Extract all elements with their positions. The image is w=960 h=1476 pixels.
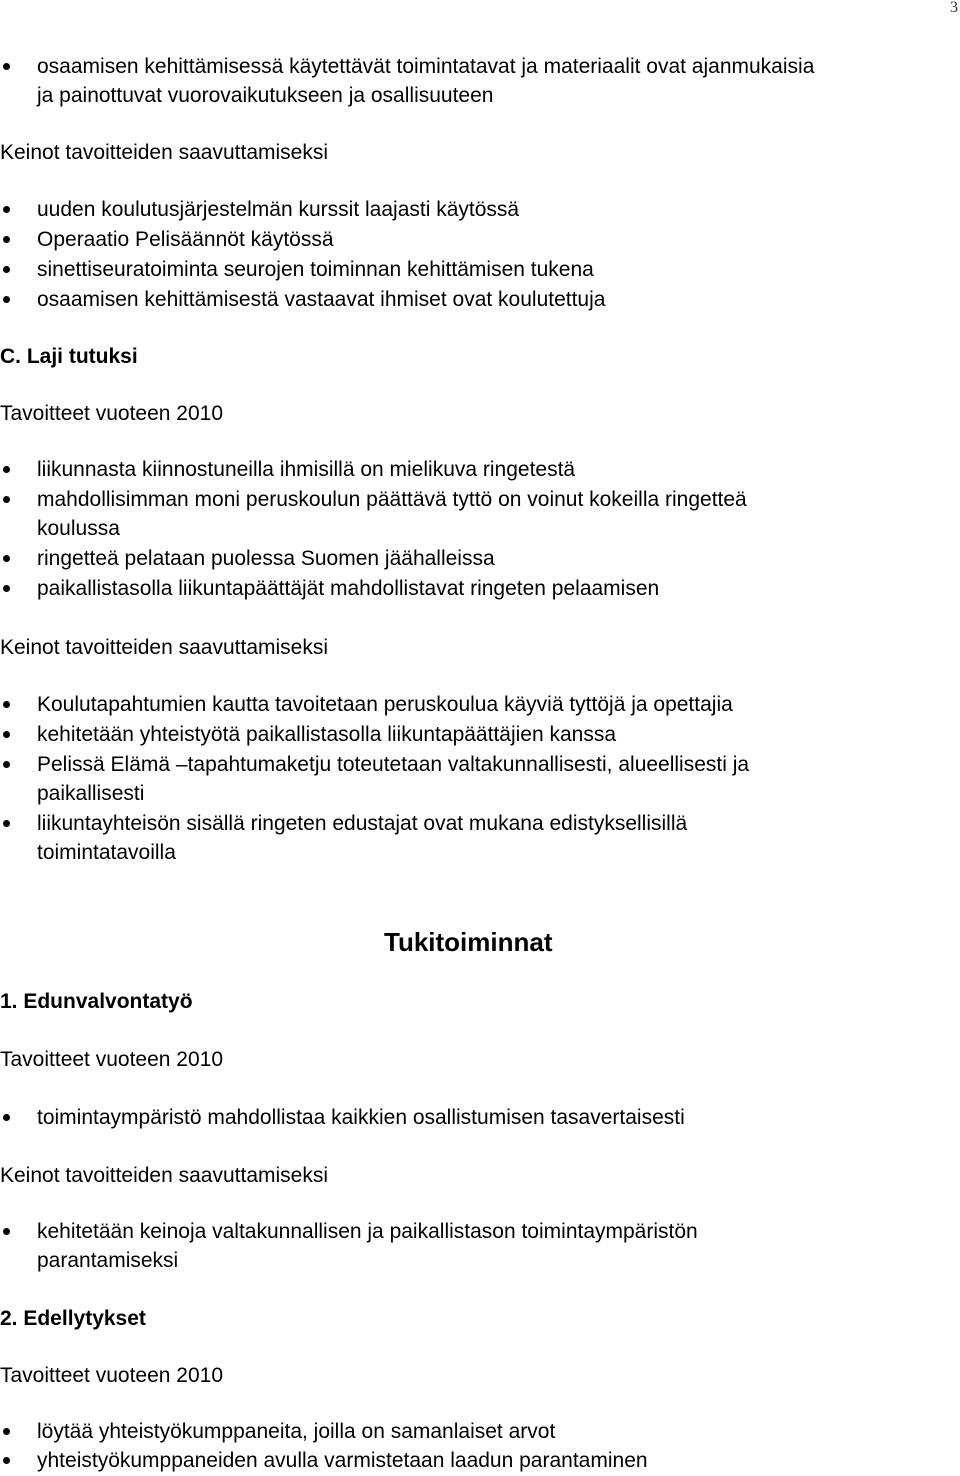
list-item-text: yhteistyökumppaneiden avulla varmistetaan laadun parantaminen [37,1449,648,1472]
means-heading: Keinot tavoitteiden saavuttamiseksi [0,636,329,659]
bullet-icon [3,1114,10,1121]
means-heading: Keinot tavoitteiden saavuttamiseksi [0,1164,329,1187]
bullet-icon [3,731,10,738]
list-item-text: Operaatio Pelisäännöt käytössä [37,228,334,251]
list-item-text: osaamisen kehittämisessä käytettävät toimintatavat ja materiaalit ovat ajanmukaisia ja painottuvat vuorovaikutukseen ja osallisuuteen [37,55,815,107]
page-title: Tukitoiminnat [384,927,553,957]
bullet-icon [3,466,10,473]
bullet-icon [3,206,10,213]
bullet-icon [3,820,10,827]
list-item-text: sinettiseuratoiminta seurojen toiminnan kehittämisen tukena [37,258,594,281]
list-item-text: Koulutapahtumien kautta tavoitetaan peruskoulua käyviä tyttöjä ja opettajia [37,693,733,716]
bullet-icon [3,63,10,70]
bullet-icon [3,496,10,503]
bullet-icon [3,761,10,768]
list-item-text: liikunnasta kiinnostuneilla ihmisillä on mielikuva ringetestä [37,458,576,481]
list-item-text: liikuntayhteisön sisällä ringeten edustajat ovat mukana edistyksellisillä toimintatavoilla [37,812,688,864]
means-heading: Keinot tavoitteiden saavuttamiseksi [0,141,329,164]
bullet-icon [3,236,10,243]
bullet-icon [3,1228,10,1235]
list-item-text: mahdollisimman moni peruskoulun päättävä tyttö on voinut kokeilla ringetteä koulussa [37,488,747,540]
bullet-icon [3,1428,10,1435]
list-item-text: uuden koulutusjärjestelmän kurssit laajasti käytössä [37,198,520,221]
section-heading: 1. Edunvalvontatyö [0,990,193,1013]
bullet-icon [3,266,10,273]
list-item-text: toimintaympäristö mahdollistaa kaikkien osallistumisen tasavertaisesti [37,1106,685,1129]
section-heading: C. Laji tutuksi [0,345,138,368]
goals-heading: Tavoitteet vuoteen 2010 [0,402,224,425]
list-item-text: osaamisen kehittämisestä vastaavat ihmiset ovat koulutettuja [37,288,606,311]
list-item-text: löytää yhteistyökumppaneita, joilla on samanlaiset arvot [37,1420,556,1443]
bullet-icon [3,701,10,708]
list-item-text: kehitetään yhteistyötä paikallistasolla liikuntapäättäjien kanssa [37,723,617,746]
bullet-icon [3,585,10,592]
goals-heading: Tavoitteet vuoteen 2010 [0,1364,224,1387]
bullet-icon [3,555,10,562]
bullet-icon [3,1457,10,1464]
list-item-text: paikallistasolla liikuntapäättäjät mahdollistavat ringeten pelaamisen [37,577,660,600]
list-item-text: ringetteä pelataan puolessa Suomen jäähalleissa [37,547,495,570]
goals-heading: Tavoitteet vuoteen 2010 [0,1048,224,1071]
section-heading: 2. Edellytykset [0,1307,146,1330]
page-number: 3 [950,0,958,16]
bullet-icon [3,296,10,303]
list-item-text: Pelissä Elämä –tapahtumaketju toteutetaan valtakunnallisesti, alueellisesti ja paikallisesti [37,753,750,805]
list-item-text: kehitetään keinoja valtakunnallisen ja paikallistason toimintaympäristön parantamiseksi [37,1220,698,1272]
